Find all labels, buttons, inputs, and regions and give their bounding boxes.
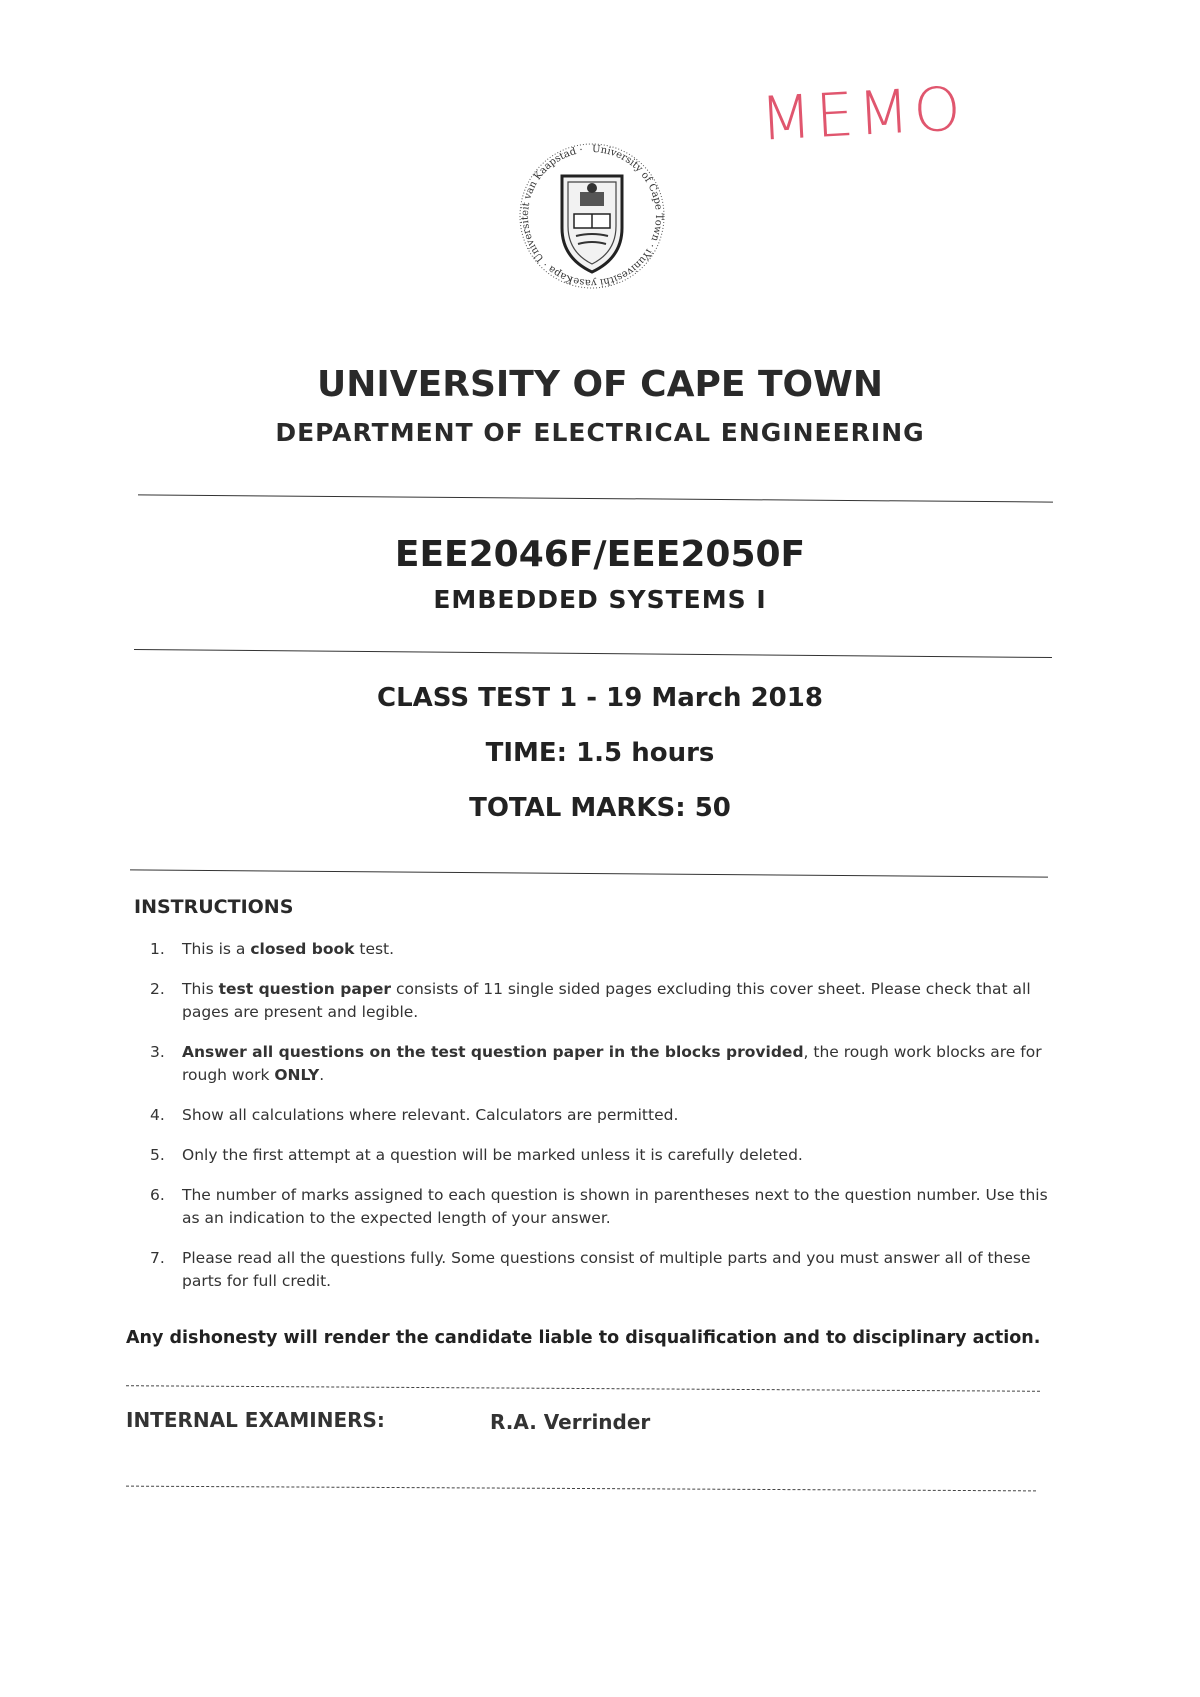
divider-rule bbox=[126, 1486, 1036, 1492]
item-number: 5. bbox=[150, 1146, 165, 1164]
list-item bbox=[150, 1144, 1050, 1167]
list-item bbox=[150, 938, 1050, 961]
test-total-marks: TOTAL MARKS: 50 bbox=[469, 793, 731, 823]
list-item bbox=[150, 978, 1050, 1024]
divider-rule bbox=[130, 869, 1048, 877]
instructions-heading: INSTRUCTIONS bbox=[134, 896, 294, 918]
course-title: EMBEDDED SYSTEMS I bbox=[433, 585, 767, 614]
department-name: DEPARTMENT OF ELECTRICAL ENGINEERING bbox=[275, 418, 925, 447]
item-text: This test question paper consists of 11 single sided pages excluding this cover sheet. Please check that all pages are present and legible. bbox=[182, 980, 1031, 1021]
item-number: 6. bbox=[150, 1186, 165, 1204]
university-name: UNIVERSITY OF CAPE TOWN bbox=[317, 364, 883, 405]
divider-rule bbox=[126, 1385, 1040, 1392]
examiner-name: R.A. Verrinder bbox=[490, 1410, 651, 1434]
item-text: The number of marks assigned to each question is shown in parentheses next to the question number. Use this as an indication to the expected length of your answer. bbox=[182, 1186, 1048, 1227]
seal-ring-text: University of Cape Town · iYunivesithi yaseKapa · Universiteit van Kaapstad · bbox=[519, 143, 664, 289]
test-time: TIME: 1.5 hours bbox=[485, 738, 715, 768]
item-text: Please read all the questions fully. Some questions consist of multiple parts and you must answer all of these parts for full credit. bbox=[182, 1249, 1031, 1290]
list-item bbox=[150, 1184, 1050, 1230]
memo-stamp: MEMO bbox=[758, 74, 967, 155]
item-number: 1. bbox=[150, 940, 165, 958]
list-item bbox=[150, 1041, 1050, 1087]
dishonesty-notice: Any dishonesty will render the candidate liable to disqualification and to disciplinary action. bbox=[126, 1328, 1041, 1348]
item-text: This is a closed book test. bbox=[182, 940, 395, 958]
item-number: 4. bbox=[150, 1106, 165, 1124]
divider-rule bbox=[134, 649, 1052, 658]
list-item bbox=[150, 1104, 1050, 1127]
examiners-label: INTERNAL EXAMINERS: bbox=[126, 1408, 385, 1432]
list-item bbox=[150, 1247, 1050, 1293]
item-number: 3. bbox=[150, 1043, 165, 1061]
item-number: 2. bbox=[150, 980, 165, 998]
university-seal-logo bbox=[512, 136, 672, 306]
course-code: EEE2046F/EEE2050F bbox=[394, 534, 806, 575]
item-text: Show all calculations where relevant. Calculators are permitted. bbox=[182, 1106, 679, 1124]
divider-rule bbox=[138, 494, 1053, 502]
item-text: Only the first attempt at a question will be marked unless it is carefully deleted. bbox=[182, 1146, 803, 1164]
item-text: Answer all questions on the test question paper in the blocks provided, the rough work blocks are for rough work ONLY. bbox=[182, 1043, 1042, 1084]
item-number: 7. bbox=[150, 1249, 165, 1267]
test-title: CLASS TEST 1 - 19 March 2018 bbox=[377, 683, 823, 713]
instructions-list bbox=[150, 938, 1050, 1310]
